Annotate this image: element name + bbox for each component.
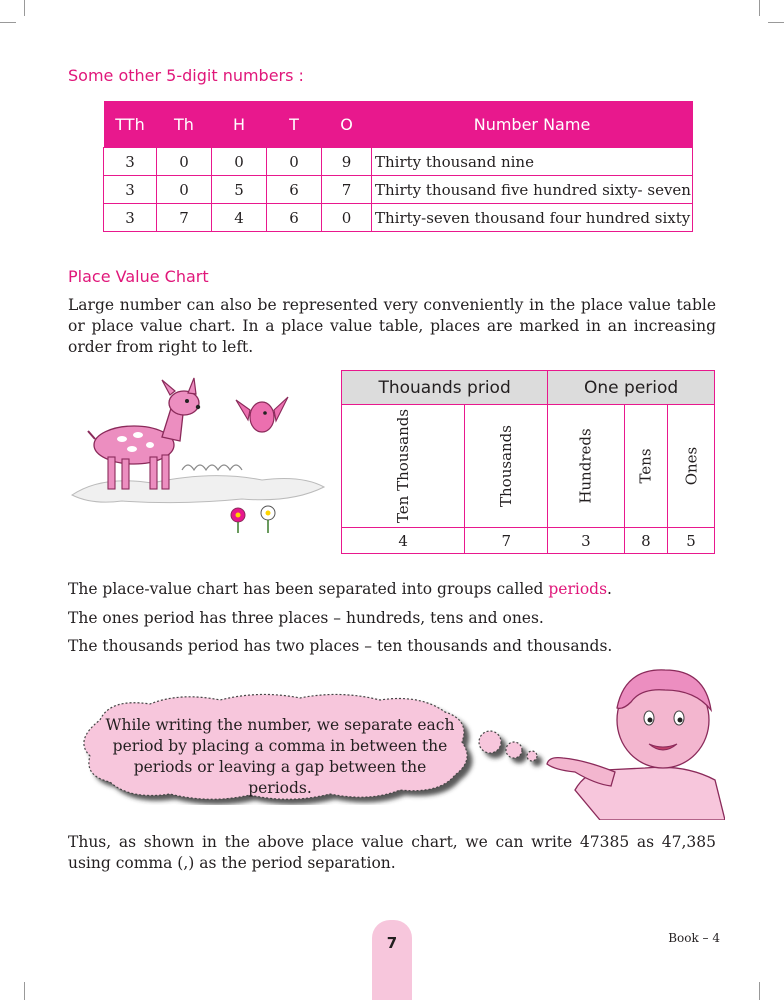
periods-line-1-end: . (607, 580, 612, 598)
periods-line-1-text: The place-value chart has been separated into groups called (68, 580, 549, 598)
place-tens: Tens (624, 405, 668, 528)
table-cell: 5 (212, 176, 267, 204)
place-hundreds: Hundreds (548, 405, 624, 528)
value-cell: 3 (548, 528, 624, 554)
table-cell-number-name: Thirty thousand nine (372, 148, 693, 176)
place-name-row (342, 405, 715, 528)
place-ten-thousands: Ten Thousands (342, 405, 465, 528)
thought-line: period by placing a comma in between the (112, 737, 448, 755)
place-ones: Ones (668, 405, 715, 528)
conclusion-paragraph: Thus, as shown in the above place value chart, we can write 47385 as 47,385 using comma (,) as the period separation. (68, 833, 716, 872)
table-cell: 0 (212, 148, 267, 176)
table-cell: 7 (322, 176, 372, 204)
table-cell: 4 (212, 204, 267, 232)
col-header: Th (157, 101, 212, 148)
value-cell: 4 (342, 528, 465, 554)
place-value-chart (341, 370, 715, 554)
table-cell: 6 (267, 204, 322, 232)
periods-line-3: The thousands period has two places – ten thousands and thousands. (68, 637, 613, 655)
crop-mark (768, 22, 784, 23)
number-name-table (103, 101, 693, 232)
value-cell: 8 (624, 528, 668, 554)
thought-cloud-text (100, 715, 460, 799)
table-cell: 3 (104, 204, 157, 232)
table-cell: 3 (104, 176, 157, 204)
table-row (104, 204, 693, 232)
deer-illustration (62, 375, 332, 535)
thought-line: While writing the number, we separate each (105, 716, 455, 734)
table-cell: 0 (157, 176, 212, 204)
periods-line-2: The ones period has three places – hundreds, tens and ones. (68, 609, 544, 627)
book-label: Book – 4 (668, 931, 720, 945)
table-cell-number-name: Thirty thousand five hundred sixty- seven (372, 176, 693, 204)
col-header: H (212, 101, 267, 148)
table-cell: 0 (267, 148, 322, 176)
table-row (104, 176, 693, 204)
value-cell: 5 (668, 528, 715, 554)
thought-line: periods or leaving a gap between the periods. (133, 758, 427, 797)
col-header: Number Name (372, 101, 693, 148)
table-cell: 6 (267, 176, 322, 204)
table-cell: 0 (322, 204, 372, 232)
crop-mark (759, 982, 760, 1000)
section-heading-place-value: Place Value Chart (68, 267, 209, 286)
crop-mark (0, 22, 16, 23)
period-header-row (342, 371, 715, 405)
col-header: TTh (104, 101, 157, 148)
table-cell: 7 (157, 204, 212, 232)
crop-mark (759, 0, 760, 16)
place-value-row (342, 528, 715, 554)
col-header: T (267, 101, 322, 148)
periods-line-1 (68, 579, 716, 600)
period-header-thousands: Thouands priod (342, 371, 548, 405)
value-cell: 7 (465, 528, 548, 554)
place-thousands: Thousands (465, 405, 548, 528)
section-heading-5-digit: Some other 5-digit numbers : (68, 66, 304, 85)
table-cell: 0 (157, 148, 212, 176)
period-header-ones: One period (548, 371, 715, 405)
boy-illustration (545, 660, 725, 820)
periods-term: periods (548, 580, 608, 598)
page-number: 7 (372, 920, 412, 1000)
crop-mark (24, 982, 25, 1000)
table-row (104, 148, 693, 176)
intro-paragraph: Large number can also be represented very conveniently in the place value table or place value chart. In a place value table, places are marked in an increasing order from right to left. (68, 296, 716, 356)
col-header: O (322, 101, 372, 148)
table-cell: 9 (322, 148, 372, 176)
table-header-row (104, 101, 693, 148)
crop-mark (24, 0, 25, 16)
table-cell: 3 (104, 148, 157, 176)
table-cell-number-name: Thirty-seven thousand four hundred sixty (372, 204, 693, 232)
